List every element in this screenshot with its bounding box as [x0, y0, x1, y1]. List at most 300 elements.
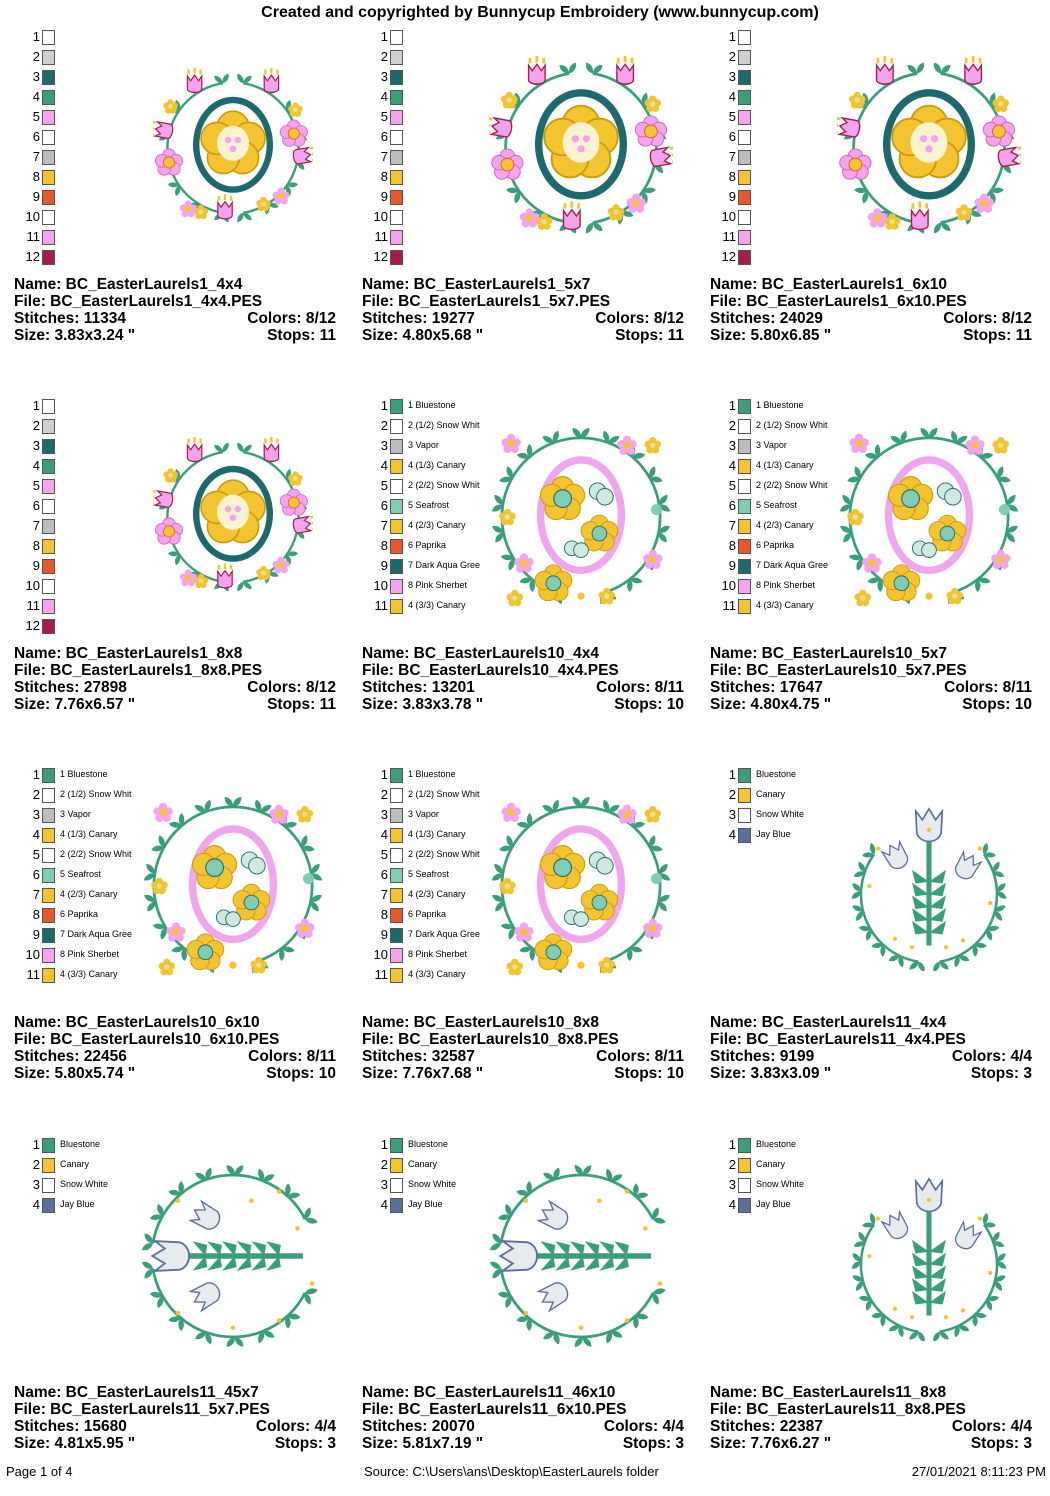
color-swatch-label: Bluestone: [756, 769, 797, 779]
color-swatch-label: Snow White: [60, 1179, 109, 1189]
color-swatch-number: 10: [25, 578, 40, 593]
color-swatch-number: 1: [380, 767, 388, 782]
color-swatch-number: 11: [374, 229, 388, 244]
color-swatch: [42, 1158, 55, 1173]
design-name: [14, 645, 336, 662]
color-swatch-number: 3: [380, 1177, 388, 1192]
color-swatch-label: Snow White: [408, 1179, 457, 1189]
color-swatch: [738, 1198, 751, 1213]
color-swatch: [42, 439, 55, 454]
color-swatch: [42, 210, 55, 225]
color-swatch-label: 8 Pink Sherbet: [408, 949, 468, 959]
color-swatch-label: 2 (2/2) Snow Whit: [408, 849, 480, 859]
color-swatch: [42, 559, 55, 574]
design-size-text: Size: 7.76x6.27 ": [710, 1435, 832, 1452]
color-swatch-label: Bluestone: [756, 1139, 797, 1149]
color-swatch: [42, 1198, 55, 1213]
color-swatch-number: 7: [380, 149, 388, 164]
color-swatch: [390, 848, 403, 863]
color-swatch: [390, 579, 403, 594]
color-swatch-number: 5: [32, 109, 40, 124]
color-swatch: [42, 110, 55, 125]
design-stitches-text: Stitches: 24029: [710, 310, 823, 327]
color-swatch-number: 2: [32, 787, 40, 802]
color-swatch: [738, 579, 751, 594]
color-swatch: [390, 419, 403, 434]
color-swatch-number: 5: [728, 109, 736, 124]
embroidery-design-preview: [837, 425, 1021, 609]
color-swatch-number: 3: [728, 438, 736, 453]
design-card: [710, 397, 1044, 757]
design-info: [710, 276, 1032, 344]
design-name-text: Name: BC_EasterLaurels1_8x8: [14, 645, 243, 662]
color-swatch-number: 5: [32, 847, 40, 862]
design-stitches-text: Stitches: 32587: [362, 1048, 475, 1065]
color-swatch-number: 2: [380, 418, 388, 433]
color-swatch-number: 8: [380, 169, 388, 184]
design-card: [14, 766, 348, 1126]
design-size-text: Size: 3.83x3.09 ": [710, 1065, 832, 1082]
design-file-text: File: BC_EasterLaurels10_8x8.PES: [362, 1031, 619, 1048]
color-swatch-number: 4: [32, 89, 40, 104]
embroidery-design-preview: [489, 1164, 673, 1348]
color-swatch-number: 1: [728, 767, 736, 782]
color-swatch: [390, 908, 403, 923]
color-swatch-number: 1: [32, 767, 40, 782]
design-card: [710, 766, 1044, 1126]
color-swatch: [42, 130, 55, 145]
color-swatch: [42, 250, 55, 265]
color-swatch: [390, 828, 403, 843]
color-swatch: [42, 419, 55, 434]
color-swatch-number: 8: [380, 538, 388, 553]
embroidery-design-preview: [141, 1164, 325, 1348]
color-swatch-number: 1: [380, 398, 388, 413]
design-name: [14, 276, 336, 293]
design-stops: Stops: 3: [622, 1435, 684, 1452]
color-swatch: [390, 928, 403, 943]
color-swatch-number: 3: [380, 807, 388, 822]
embroidery-design-preview: [489, 56, 673, 240]
design-file: [710, 1031, 1032, 1048]
design-info: [14, 1384, 336, 1452]
color-swatch: [738, 499, 751, 514]
color-swatch: [390, 599, 403, 614]
design-file-text: File: BC_EasterLaurels11_6x10.PES: [362, 1401, 627, 1418]
color-swatch-number: 2: [380, 1157, 388, 1172]
design-stitches: [362, 1048, 684, 1065]
color-swatch-number: 6: [32, 498, 40, 513]
design-colors: Colors: 8/11: [596, 679, 684, 696]
color-swatch: [42, 808, 55, 823]
design-stitches-text: Stitches: 11334: [14, 310, 127, 327]
design-size: [710, 1435, 1032, 1452]
design-colors: Colors: 8/12: [247, 679, 336, 696]
color-swatch-number: 10: [721, 209, 736, 224]
color-swatch: [390, 1138, 403, 1153]
design-name-text: Name: BC_EasterLaurels1_5x7: [362, 276, 591, 293]
color-swatch-label: Canary: [756, 1159, 786, 1169]
color-swatch-number: 2: [32, 49, 40, 64]
design-info: [14, 645, 336, 713]
color-swatch-label: 5 Seafrost: [756, 500, 798, 510]
design-name: [710, 276, 1032, 293]
color-swatch: [42, 599, 55, 614]
design-stitches: [362, 1418, 684, 1435]
design-stitches: [14, 310, 336, 327]
design-file-text: File: BC_EasterLaurels1_4x4.PES: [14, 293, 263, 310]
color-swatch: [390, 1178, 403, 1193]
design-stops: Stops: 11: [963, 327, 1032, 344]
design-stops: Stops: 11: [267, 696, 336, 713]
color-swatch: [42, 90, 55, 105]
design-file: [710, 1401, 1032, 1418]
color-swatch-label: 4 (3/3) Canary: [408, 969, 466, 979]
color-swatch-label: 2 (1/2) Snow Whit: [408, 420, 480, 430]
design-size: [362, 1065, 684, 1082]
design-name-text: Name: BC_EasterLaurels1_6x10: [710, 276, 947, 293]
color-swatch-number: 1: [728, 1137, 736, 1152]
color-swatch-number: 6: [32, 867, 40, 882]
color-swatch-label: 1 Bluestone: [408, 769, 456, 779]
color-swatch-label: Bluestone: [60, 1139, 101, 1149]
design-file: [362, 1401, 684, 1418]
design-name-text: Name: BC_EasterLaurels11_8x8: [710, 1384, 947, 1401]
color-swatch: [390, 250, 403, 265]
color-swatch-number: 10: [721, 578, 736, 593]
design-size-text: Size: 3.83x3.24 ": [14, 327, 136, 344]
color-swatch-number: 8: [32, 907, 40, 922]
color-swatch-label: 4 (2/3) Canary: [756, 520, 814, 530]
color-swatch-number: 2: [380, 787, 388, 802]
design-file-text: File: BC_EasterLaurels11_8x8.PES: [710, 1401, 966, 1418]
design-stops: Stops: 3: [274, 1435, 336, 1452]
color-swatch: [738, 1178, 751, 1193]
design-card: [14, 1136, 348, 1496]
design-file: [362, 1031, 684, 1048]
color-swatch: [42, 788, 55, 803]
color-swatch-number: 7: [728, 149, 736, 164]
color-swatch-number: 10: [373, 947, 388, 962]
color-swatch-number: 8: [380, 907, 388, 922]
color-swatch-number: 7: [32, 149, 40, 164]
color-swatch-label: 6 Paprika: [408, 540, 447, 550]
color-swatch: [42, 828, 55, 843]
color-swatch: [390, 90, 403, 105]
color-swatch-number: 3: [32, 69, 40, 84]
color-swatch-label: 5 Seafrost: [60, 869, 102, 879]
color-swatch-label: 4 (3/3) Canary: [756, 600, 814, 610]
design-file: [710, 662, 1032, 679]
color-swatch-number: 5: [380, 478, 388, 493]
color-swatch-number: 9: [32, 558, 40, 573]
design-name-text: Name: BC_EasterLaurels11_45x7: [14, 1384, 259, 1401]
color-swatch: [390, 968, 403, 983]
embroidery-design-preview: [153, 68, 313, 228]
color-swatch-number: 8: [728, 169, 736, 184]
color-swatch: [42, 1178, 55, 1193]
color-swatch-label: 2 (1/2) Snow Whit: [756, 420, 828, 430]
color-swatch-label: 2 (2/2) Snow Whit: [756, 480, 828, 490]
design-colors: Colors: 4/4: [951, 1418, 1032, 1435]
design-size-text: Size: 4.80x5.68 ": [362, 327, 484, 344]
color-swatch: [738, 250, 751, 265]
color-swatch-number: 11: [374, 598, 388, 613]
color-swatch-label: Canary: [756, 789, 786, 799]
color-swatch: [738, 130, 751, 145]
design-file: [710, 293, 1032, 310]
design-file-text: File: BC_EasterLaurels1_8x8.PES: [14, 662, 263, 679]
color-swatch-label: 8 Pink Sherbet: [408, 580, 468, 590]
color-swatch-number: 6: [380, 129, 388, 144]
color-swatch-number: 9: [728, 558, 736, 573]
design-colors: Colors: 8/11: [944, 679, 1032, 696]
color-swatch-label: 7 Dark Aqua Gree: [756, 560, 829, 570]
color-swatch-number: 9: [380, 927, 388, 942]
color-swatch: [390, 150, 403, 165]
design-stitches: [14, 679, 336, 696]
color-swatch: [42, 539, 55, 554]
color-swatch-number: 1: [728, 398, 736, 413]
design-stops: Stops: 3: [970, 1435, 1032, 1452]
color-swatch-number: 1: [32, 1137, 40, 1152]
embroidery-design-preview: [844, 1171, 1014, 1341]
color-swatch-label: 4 (3/3) Canary: [408, 600, 466, 610]
color-swatch: [390, 130, 403, 145]
color-swatch: [738, 110, 751, 125]
color-swatch: [390, 539, 403, 554]
color-swatch: [42, 499, 55, 514]
color-swatch-number: 11: [722, 229, 736, 244]
design-stitches-text: Stitches: 19277: [362, 310, 475, 327]
design-stops: Stops: 11: [267, 327, 336, 344]
color-swatch-label: Bluestone: [408, 1139, 449, 1149]
color-swatch-number: 9: [728, 189, 736, 204]
color-swatch-number: 4: [380, 1197, 388, 1212]
design-stitches-text: Stitches: 20070: [362, 1418, 475, 1435]
design-stitches: [362, 310, 684, 327]
color-swatch-number: 5: [728, 478, 736, 493]
color-swatch-label: 5 Seafrost: [408, 500, 450, 510]
color-swatch: [42, 1138, 55, 1153]
color-swatch: [390, 479, 403, 494]
color-swatch-number: 7: [728, 518, 736, 533]
color-swatch-number: 8: [32, 169, 40, 184]
color-swatch: [738, 230, 751, 245]
design-stops: Stops: 10: [266, 1065, 336, 1082]
color-swatch-number: 9: [380, 558, 388, 573]
color-swatch: [42, 888, 55, 903]
design-name: [362, 276, 684, 293]
design-stops: Stops: 10: [614, 696, 684, 713]
design-info: [710, 1384, 1032, 1452]
color-swatch: [390, 868, 403, 883]
design-card: [362, 397, 696, 757]
color-swatch-number: 5: [32, 478, 40, 493]
design-size: [362, 1435, 684, 1452]
color-swatch: [42, 579, 55, 594]
color-swatch-number: 8: [728, 538, 736, 553]
color-swatch-label: Jay Blue: [756, 829, 791, 839]
design-colors: Colors: 8/12: [595, 310, 684, 327]
color-swatch-label: 2 (1/2) Snow Whit: [408, 789, 480, 799]
design-info: [710, 645, 1032, 713]
color-swatch-number: 3: [32, 1177, 40, 1192]
color-swatch: [738, 459, 751, 474]
design-name-text: Name: BC_EasterLaurels11_4x4: [710, 1014, 947, 1031]
color-swatch: [390, 170, 403, 185]
color-swatch-label: 3 Vapor: [60, 809, 91, 819]
color-swatch: [42, 868, 55, 883]
color-swatch: [738, 50, 751, 65]
design-size: [14, 1435, 336, 1452]
color-swatch-label: 2 (1/2) Snow Whit: [60, 789, 132, 799]
color-swatch: [42, 170, 55, 185]
color-swatch-label: 1 Bluestone: [60, 769, 108, 779]
design-file-text: File: BC_EasterLaurels1_5x7.PES: [362, 293, 611, 310]
color-swatch: [738, 808, 751, 823]
color-swatch-label: Snow White: [756, 1179, 805, 1189]
color-swatch-label: 4 (1/3) Canary: [756, 460, 814, 470]
color-swatch-number: 7: [380, 887, 388, 902]
design-stitches-text: Stitches: 27898: [14, 679, 127, 696]
color-swatch: [390, 30, 403, 45]
color-swatch-label: 4 (2/3) Canary: [408, 889, 466, 899]
color-swatch: [738, 788, 751, 803]
color-swatch-label: 4 (1/3) Canary: [60, 829, 118, 839]
color-swatch: [42, 190, 55, 205]
color-swatch-number: 3: [380, 438, 388, 453]
color-swatch-number: 3: [728, 807, 736, 822]
design-info: [14, 276, 336, 344]
color-swatch: [390, 110, 403, 125]
color-swatch: [738, 519, 751, 534]
color-swatch-number: 4: [728, 89, 736, 104]
design-name: [710, 1014, 1032, 1031]
color-swatch: [738, 190, 751, 205]
design-size: [362, 327, 684, 344]
design-colors: Colors: 4/4: [255, 1418, 336, 1435]
design-size-text: Size: 5.80x5.74 ": [14, 1065, 136, 1082]
design-colors: Colors: 8/12: [943, 310, 1032, 327]
color-swatch: [738, 170, 751, 185]
color-swatch: [390, 559, 403, 574]
design-file-text: File: BC_EasterLaurels10_6x10.PES: [14, 1031, 280, 1048]
color-swatch-label: Snow White: [756, 809, 805, 819]
design-size-text: Size: 4.80x4.75 ": [710, 696, 832, 713]
color-swatch-label: 4 (2/3) Canary: [408, 520, 466, 530]
design-name: [362, 1384, 684, 1401]
color-swatch: [390, 788, 403, 803]
design-file-text: File: BC_EasterLaurels11_5x7.PES: [14, 1401, 270, 1418]
color-swatch-number: 5: [380, 109, 388, 124]
color-swatch-number: 4: [32, 827, 40, 842]
color-swatch-number: 4: [728, 1197, 736, 1212]
embroidery-design-preview: [837, 56, 1021, 240]
color-swatch-label: 1 Bluestone: [408, 400, 456, 410]
color-swatch-number: 6: [728, 129, 736, 144]
color-swatch-number: 2: [380, 49, 388, 64]
design-name: [14, 1384, 336, 1401]
design-stitches: [14, 1048, 336, 1065]
color-swatch-label: 8 Pink Sherbet: [60, 949, 120, 959]
design-stitches-text: Stitches: 15680: [14, 1418, 127, 1435]
color-swatch-label: 3 Vapor: [756, 440, 787, 450]
color-swatch-label: 4 (2/3) Canary: [60, 889, 118, 899]
design-colors: Colors: 8/12: [247, 310, 336, 327]
design-stitches: [14, 1418, 336, 1435]
color-swatch-label: 4 (1/3) Canary: [408, 460, 466, 470]
color-swatch-number: 11: [26, 229, 40, 244]
design-card: [710, 1136, 1044, 1496]
color-swatch: [42, 30, 55, 45]
color-swatch: [42, 619, 55, 634]
design-file: [14, 293, 336, 310]
color-swatch-number: 11: [26, 967, 40, 982]
design-name: [362, 645, 684, 662]
design-stops: Stops: 10: [962, 696, 1032, 713]
design-name-text: Name: BC_EasterLaurels10_4x4: [362, 645, 599, 662]
color-swatch-number: 2: [728, 1157, 736, 1172]
color-swatch: [738, 1158, 751, 1173]
design-file-text: File: BC_EasterLaurels11_4x4.PES: [710, 1031, 966, 1048]
color-swatch: [42, 968, 55, 983]
color-swatch: [390, 948, 403, 963]
design-colors: Colors: 8/11: [248, 1048, 336, 1065]
design-size-text: Size: 4.81x5.95 ": [14, 1435, 136, 1452]
color-swatch-number: 4: [32, 1197, 40, 1212]
design-size-text: Size: 7.76x6.57 ": [14, 696, 136, 713]
color-swatch-number: 3: [380, 69, 388, 84]
color-swatch-number: 6: [32, 129, 40, 144]
design-file: [362, 662, 684, 679]
color-swatch-number: 6: [380, 867, 388, 882]
design-name: [362, 1014, 684, 1031]
color-swatch: [42, 768, 55, 783]
color-swatch: [390, 768, 403, 783]
design-info: [362, 645, 684, 713]
color-swatch: [42, 948, 55, 963]
color-swatch: [738, 210, 751, 225]
design-stitches-text: Stitches: 22456: [14, 1048, 127, 1065]
design-size: [710, 696, 1032, 713]
design-size-text: Size: 7.76x7.68 ": [362, 1065, 484, 1082]
color-swatch: [738, 539, 751, 554]
color-swatch-label: Canary: [60, 1159, 90, 1169]
design-card: [362, 1136, 696, 1496]
color-swatch-number: 12: [373, 249, 388, 264]
color-swatch-number: 7: [32, 518, 40, 533]
color-swatch: [390, 888, 403, 903]
color-swatch: [42, 908, 55, 923]
embroidery-design-preview: [153, 437, 313, 597]
design-name: [710, 645, 1032, 662]
color-swatch-label: 3 Vapor: [408, 440, 439, 450]
color-swatch: [738, 479, 751, 494]
color-swatch-label: 4 (3/3) Canary: [60, 969, 118, 979]
design-card: [710, 28, 1044, 388]
color-swatch: [738, 70, 751, 85]
design-stitches: [710, 310, 1032, 327]
design-file-text: File: BC_EasterLaurels10_5x7.PES: [710, 662, 967, 679]
color-swatch-label: 2 (2/2) Snow Whit: [408, 480, 480, 490]
design-size: [14, 696, 336, 713]
color-swatch-label: 4 (1/3) Canary: [408, 829, 466, 839]
color-swatch-number: 1: [32, 398, 40, 413]
color-swatch-number: 6: [380, 498, 388, 513]
design-file-text: File: BC_EasterLaurels10_4x4.PES: [362, 662, 619, 679]
color-swatch-number: 3: [32, 807, 40, 822]
